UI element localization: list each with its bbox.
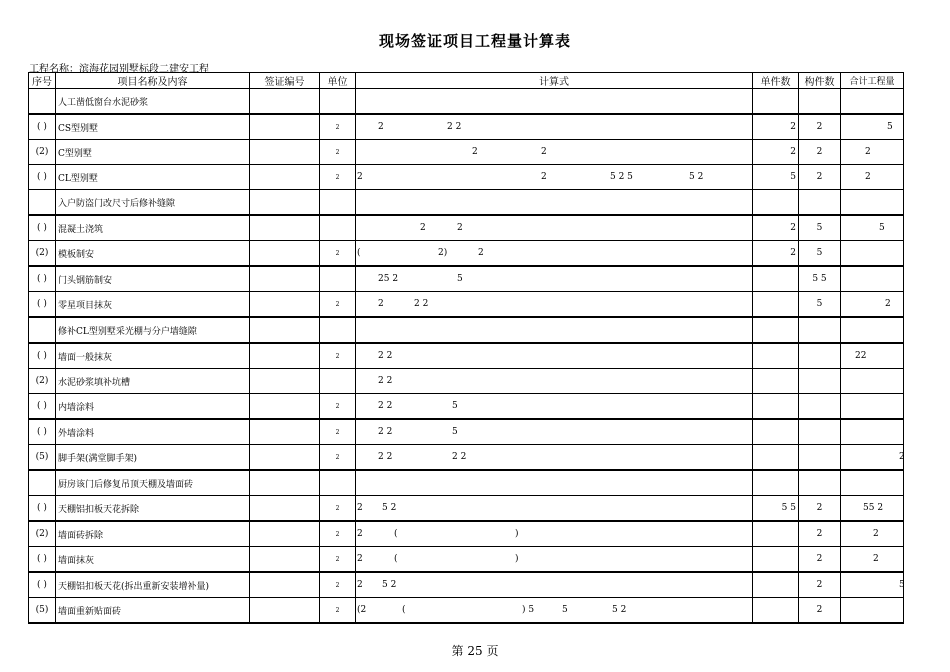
cell-unit: 2 — [320, 241, 356, 267]
cell-unit — [320, 369, 356, 394]
table-row — [29, 140, 904, 165]
cell-name: 墙面抹灰 — [56, 547, 250, 573]
cell-code — [250, 343, 320, 369]
sheet-title: 现场签证项目工程量计算表 — [378, 32, 571, 50]
cell-formula — [356, 241, 753, 267]
header-single: 单件数 — [753, 73, 799, 89]
cell-name: 水泥砂浆填补坑槽 — [56, 369, 250, 394]
total-value: 2 — [873, 529, 879, 539]
cell-no: ( ) — [29, 292, 56, 318]
table-row — [29, 343, 904, 369]
cell-count: 2 — [799, 165, 841, 190]
cell-name: 修补CL型别墅采光棚与分户墙缝隙 — [56, 317, 250, 343]
cell-name: 天棚铝扣板天花(拆出重新安装增补量) — [56, 572, 250, 598]
cell-formula — [356, 598, 753, 624]
cell-unit: 2 — [320, 598, 356, 624]
cell-code — [250, 445, 320, 471]
cell-count — [799, 369, 841, 394]
cell-unit: 2 — [320, 572, 356, 598]
cell-formula — [356, 165, 753, 190]
cell-code — [250, 572, 320, 598]
cell-name: 墙面砖拆除 — [56, 521, 250, 547]
formula-fragment: ( — [394, 554, 398, 564]
cell-code — [250, 292, 320, 318]
cell-unit: 2 — [320, 496, 356, 522]
formula-fragment: 5 2 — [689, 172, 704, 182]
cell-no — [29, 317, 56, 343]
cell-formula — [356, 343, 753, 369]
formula-fragment: 2 — [357, 503, 363, 513]
quantity-table — [28, 72, 904, 624]
cell-name: 天棚铝扣板天花拆除 — [56, 496, 250, 522]
cell-code — [250, 266, 320, 292]
total-value: 2 — [899, 452, 905, 462]
formula-fragment: 2) — [438, 248, 448, 258]
cell-single — [753, 190, 799, 216]
total-value: 5 — [879, 223, 885, 233]
cell-single — [753, 470, 799, 496]
cell-formula — [356, 317, 753, 343]
cell-count — [799, 317, 841, 343]
formula-fragment: 5 2 — [612, 605, 627, 615]
formula-fragment: 2 — [357, 554, 363, 564]
cell-unit — [320, 266, 356, 292]
cell-count — [799, 89, 841, 115]
cell-no: ( ) — [29, 165, 56, 190]
formula-fragment: 2 — [541, 172, 547, 182]
cell-code — [250, 114, 320, 140]
cell-count: 2 — [799, 496, 841, 522]
cell-code — [250, 521, 320, 547]
table-row — [29, 419, 904, 445]
cell-unit — [320, 215, 356, 241]
cell-total — [841, 317, 904, 343]
cell-total — [841, 89, 904, 115]
table-row — [29, 190, 904, 216]
header-formula: 计算式 — [356, 73, 753, 89]
cell-no: (2) — [29, 521, 56, 547]
project-name: 工程名称：滨海花园别墅标段二建安工程 — [29, 64, 209, 75]
cell-single: 2 — [753, 241, 799, 267]
cell-single — [753, 292, 799, 318]
cell-single — [753, 521, 799, 547]
cell-name: 入户防盗门改尺寸后修补缝隙 — [56, 190, 250, 216]
cell-formula — [356, 190, 753, 216]
cell-no: ( ) — [29, 496, 56, 522]
cell-total — [841, 496, 904, 522]
cell-single — [753, 369, 799, 394]
cell-single: 2 — [753, 114, 799, 140]
formula-fragment: 5 2 — [382, 580, 397, 590]
formula-fragment: ( — [394, 529, 398, 539]
cell-total — [841, 547, 904, 573]
formula-fragment: 2 2 — [447, 122, 462, 132]
cell-no: (2) — [29, 140, 56, 165]
cell-count: 2 — [799, 598, 841, 624]
header-count: 构件数 — [799, 73, 841, 89]
cell-name: 人工凿低窗台水泥砂浆 — [56, 89, 250, 115]
cell-unit: 2 — [320, 445, 356, 471]
cell-count — [799, 419, 841, 445]
total-value: 55 2 — [863, 503, 884, 513]
formula-fragment: 2 2 — [378, 401, 393, 411]
header-row — [29, 73, 904, 89]
page-number: 第 25 页 — [451, 644, 499, 658]
cell-formula — [356, 369, 753, 394]
cell-unit — [320, 190, 356, 216]
cell-unit: 2 — [320, 343, 356, 369]
formula-fragment: 2 — [541, 147, 547, 157]
table-row — [29, 521, 904, 547]
cell-code — [250, 89, 320, 115]
cell-total — [841, 241, 904, 267]
cell-total — [841, 190, 904, 216]
cell-code — [250, 241, 320, 267]
cell-code — [250, 215, 320, 241]
cell-formula — [356, 572, 753, 598]
cell-code — [250, 190, 320, 216]
cell-total — [841, 394, 904, 420]
cell-formula — [356, 140, 753, 165]
table-row — [29, 470, 904, 496]
formula-fragment: (2 — [357, 605, 367, 615]
cell-total — [841, 140, 904, 165]
cell-count — [799, 470, 841, 496]
cell-unit: 2 — [320, 165, 356, 190]
formula-fragment: ( — [357, 248, 361, 258]
formula-fragment: 2 2 — [378, 376, 393, 386]
cell-total — [841, 521, 904, 547]
cell-single — [753, 343, 799, 369]
cell-single: 5 5 — [753, 496, 799, 522]
table-row — [29, 369, 904, 394]
cell-count: 2 — [799, 140, 841, 165]
cell-name: 厨房该门后修复吊顶天棚及墙面砖 — [56, 470, 250, 496]
formula-fragment: 2 — [472, 147, 478, 157]
table-row — [29, 89, 904, 115]
cell-no: (5) — [29, 598, 56, 624]
cell-single — [753, 547, 799, 573]
header-unit: 单位 — [320, 73, 356, 89]
cell-count: 2 — [799, 521, 841, 547]
cell-name: CS型别墅 — [56, 114, 250, 140]
cell-single — [753, 419, 799, 445]
formula-fragment: 5 — [452, 401, 458, 411]
cell-no: ( ) — [29, 419, 56, 445]
cell-code — [250, 598, 320, 624]
total-value: 22 — [855, 351, 867, 361]
formula-fragment: 2 — [378, 122, 384, 132]
cell-formula — [356, 394, 753, 420]
cell-single — [753, 598, 799, 624]
formula-fragment: 2 — [378, 299, 384, 309]
formula-fragment: 2 2 — [378, 427, 393, 437]
table-row — [29, 445, 904, 471]
cell-count: 2 — [799, 114, 841, 140]
cell-total — [841, 572, 904, 598]
cell-no — [29, 470, 56, 496]
cell-single — [753, 89, 799, 115]
cell-unit — [320, 470, 356, 496]
cell-total — [841, 215, 904, 241]
cell-name: 模板制安 — [56, 241, 250, 267]
cell-no: ( ) — [29, 215, 56, 241]
cell-unit: 2 — [320, 419, 356, 445]
cell-unit — [320, 89, 356, 115]
cell-no: ( ) — [29, 572, 56, 598]
cell-formula — [356, 470, 753, 496]
cell-formula — [356, 521, 753, 547]
cell-code — [250, 165, 320, 190]
header-total: 合计工程量 — [841, 73, 904, 89]
table-row — [29, 572, 904, 598]
cell-code — [250, 547, 320, 573]
cell-code — [250, 140, 320, 165]
cell-total — [841, 343, 904, 369]
cell-unit: 2 — [320, 292, 356, 318]
formula-fragment: 2 — [357, 529, 363, 539]
cell-no — [29, 89, 56, 115]
table-row — [29, 114, 904, 140]
cell-total — [841, 292, 904, 318]
cell-total — [841, 445, 904, 471]
cell-formula — [356, 419, 753, 445]
table-row — [29, 165, 904, 190]
cell-no: (5) — [29, 445, 56, 471]
cell-formula — [356, 547, 753, 573]
table-row — [29, 394, 904, 420]
formula-fragment: 2 2 — [452, 452, 467, 462]
cell-single: 2 — [753, 215, 799, 241]
total-value: 2 — [865, 147, 871, 157]
cell-no: (2) — [29, 369, 56, 394]
formula-fragment: 2 2 — [378, 452, 393, 462]
formula-fragment: ) — [515, 529, 519, 539]
cell-count: 5 — [799, 241, 841, 267]
cell-count: 2 — [799, 572, 841, 598]
cell-count — [799, 445, 841, 471]
cell-name: CL型别墅 — [56, 165, 250, 190]
cell-formula — [356, 215, 753, 241]
cell-single — [753, 266, 799, 292]
table-row — [29, 266, 904, 292]
formula-fragment: 5 — [452, 427, 458, 437]
cell-single: 2 — [753, 140, 799, 165]
cell-code — [250, 470, 320, 496]
cell-count: 5 5 — [799, 266, 841, 292]
cell-name: 零星项目抹灰 — [56, 292, 250, 318]
cell-single — [753, 445, 799, 471]
cell-code — [250, 419, 320, 445]
table-row — [29, 496, 904, 522]
cell-unit: 2 — [320, 521, 356, 547]
cell-formula — [356, 266, 753, 292]
cell-count: 5 — [799, 215, 841, 241]
cell-formula — [356, 292, 753, 318]
formula-fragment: ( — [402, 605, 406, 615]
cell-total — [841, 598, 904, 624]
total-value: 5 — [899, 580, 905, 590]
total-value: 2 — [865, 172, 871, 182]
header-no: 序号 — [29, 73, 56, 89]
total-value: 2 — [885, 299, 891, 309]
cell-unit: 2 — [320, 140, 356, 165]
cell-total — [841, 114, 904, 140]
formula-fragment: 2 — [478, 248, 484, 258]
table-row — [29, 292, 904, 318]
cell-count — [799, 343, 841, 369]
cell-unit: 2 — [320, 114, 356, 140]
formula-fragment: 5 — [562, 605, 568, 615]
cell-total — [841, 369, 904, 394]
formula-fragment: 25 2 — [378, 274, 399, 284]
cell-formula — [356, 445, 753, 471]
cell-no: ( ) — [29, 266, 56, 292]
cell-total — [841, 470, 904, 496]
table-row — [29, 317, 904, 343]
cell-formula — [356, 114, 753, 140]
cell-code — [250, 394, 320, 420]
formula-fragment: 2 2 — [414, 299, 429, 309]
table-row — [29, 547, 904, 573]
cell-unit: 2 — [320, 547, 356, 573]
cell-name: C型别墅 — [56, 140, 250, 165]
cell-count — [799, 190, 841, 216]
cell-name: 门头钢筋制安 — [56, 266, 250, 292]
cell-no: ( ) — [29, 547, 56, 573]
cell-code — [250, 369, 320, 394]
cell-single — [753, 572, 799, 598]
table-row — [29, 598, 904, 624]
table-row — [29, 215, 904, 241]
cell-count: 2 — [799, 547, 841, 573]
formula-fragment: ) 5 — [522, 605, 535, 615]
cell-count: 5 — [799, 292, 841, 318]
formula-fragment: ) — [515, 554, 519, 564]
cell-name: 混凝土浇筑 — [56, 215, 250, 241]
cell-unit: 2 — [320, 394, 356, 420]
cell-formula — [356, 89, 753, 115]
cell-no — [29, 190, 56, 216]
formula-fragment: 2 — [357, 172, 363, 182]
cell-code — [250, 317, 320, 343]
cell-no: ( ) — [29, 343, 56, 369]
cell-total — [841, 266, 904, 292]
cell-formula — [356, 496, 753, 522]
cell-no: (2) — [29, 241, 56, 267]
cell-no: ( ) — [29, 394, 56, 420]
cell-total — [841, 419, 904, 445]
cell-name: 内墙涂料 — [56, 394, 250, 420]
header-code: 签证编号 — [250, 73, 320, 89]
table-row — [29, 241, 904, 267]
formula-fragment: 2 — [457, 223, 463, 233]
formula-fragment: 2 — [357, 580, 363, 590]
formula-fragment: 2 — [420, 223, 426, 233]
cell-name: 脚手架(满堂脚手架) — [56, 445, 250, 471]
formula-fragment: 5 — [457, 274, 463, 284]
header-name: 项目名称及内容 — [56, 73, 250, 89]
cell-single — [753, 317, 799, 343]
cell-name: 墙面一般抹灰 — [56, 343, 250, 369]
cell-code — [250, 496, 320, 522]
cell-unit — [320, 317, 356, 343]
cell-count — [799, 394, 841, 420]
total-value: 5 — [887, 122, 893, 132]
cell-single — [753, 394, 799, 420]
cell-total — [841, 165, 904, 190]
formula-fragment: 2 2 — [378, 351, 393, 361]
cell-name: 外墙涂料 — [56, 419, 250, 445]
total-value: 2 — [873, 554, 879, 564]
formula-fragment: 5 2 5 — [610, 172, 633, 182]
formula-fragment: 5 2 — [382, 503, 397, 513]
cell-name: 墙面重新贴面砖 — [56, 598, 250, 624]
cell-single: 5 — [753, 165, 799, 190]
cell-no: ( ) — [29, 114, 56, 140]
